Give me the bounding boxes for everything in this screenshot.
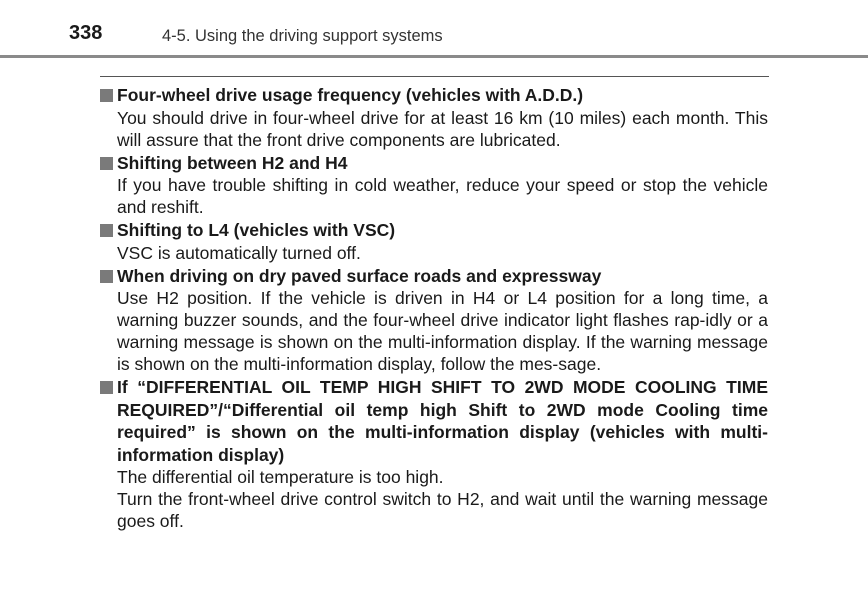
section-shifting-h2-h4 [100,152,768,219]
item-body [100,466,768,532]
item-body [100,107,768,151]
item-heading-text: Shifting between H2 and H4 [117,152,348,173]
body-paragraph: Use H2 position. If the vehicle is driven in H4 or L4 position for a long time, a warning buzzer sounds, and the four-wheel drive indicator light flashes rap-idly or a warning message is shown on the multi-information display. If the warning message is shown on the multi-information display, follow the mes-sage. [117,288,768,374]
item-heading [100,376,768,466]
body-paragraph: The differential oil temperature is too high. [117,467,444,487]
square-bullet-icon [100,224,113,237]
item-heading-text: When driving on dry paved surface roads and expressway [117,265,602,286]
body-paragraph: VSC is automatically turned off. [117,242,361,263]
content-top-divider [100,76,769,77]
item-body [100,287,768,375]
item-body [100,242,768,264]
item-heading-text: Shifting to L4 (vehicles with VSC) [117,220,396,240]
section-differential-oil-temp [100,376,768,532]
page-number: 338 [69,22,103,44]
square-bullet-icon [100,270,113,283]
section-four-wheel-drive-frequency [100,84,768,151]
item-heading [100,152,768,175]
item-heading [100,265,768,288]
square-bullet-icon [100,157,113,170]
content-area [100,84,768,533]
item-heading-text: If “DIFFERENTIAL OIL TEMP HIGH SHIFT TO 2WD MODE COOLING TIME REQUIRED”/“Differential oil temp high Shift to 2WD mode Cooling time required” is shown on the multi-information display (vehicles with multi-information display) [117,377,768,465]
item-heading [100,219,768,242]
body-paragraph: If you have trouble shifting in cold weather, reduce your speed or stop the vehicle and reshift. [117,175,768,217]
square-bullet-icon [100,89,113,102]
header-divider [0,55,868,58]
body-paragraph: You should drive in four-wheel drive for at least 16 km (10 miles) each month. This will assure that the front drive components are lubricated. [117,107,768,150]
section-shifting-l4 [100,219,768,264]
section-title: 4-5. Using the driving support systems [162,27,443,45]
item-body [100,174,768,218]
item-heading [100,84,768,107]
body-paragraph: Turn the front-wheel drive control switch to H2, and wait until the warning message goes off. [117,489,768,531]
item-heading-text: Four-wheel drive usage frequency (vehicles with A.D.D.) [117,85,584,105]
square-bullet-icon [100,381,113,394]
section-dry-paved-roads [100,265,768,376]
